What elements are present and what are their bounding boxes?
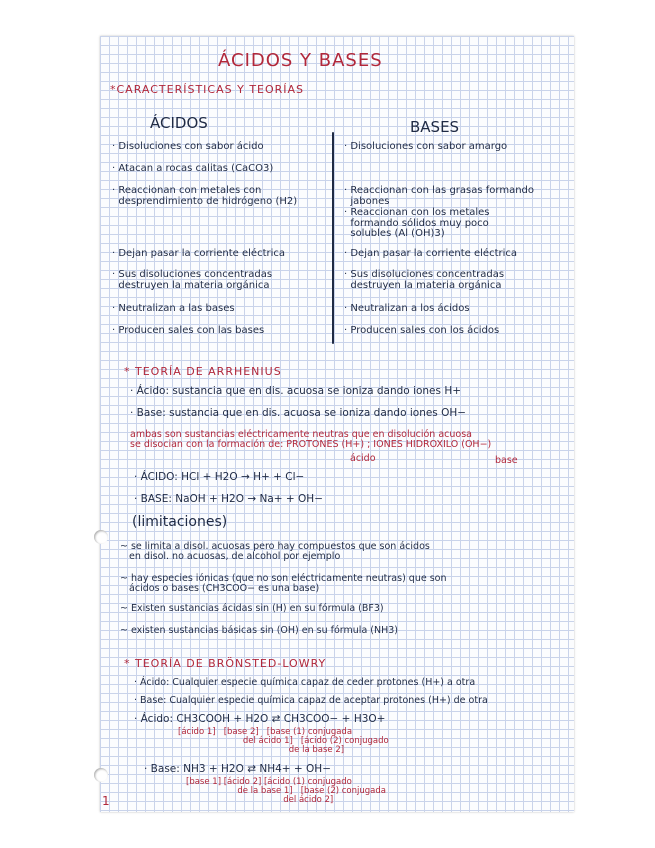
acid-property: · Atacan a rocas calitas (CaCO3) [112,163,274,174]
base-property: · Producen sales con los ácidos [344,325,500,336]
page-number: 1 [102,794,110,808]
bronsted-base-definition: · Base: Cualquier especie química capaz de aceptar protones (H+) de otra [134,695,488,706]
base-property: · Reaccionan con las grasas formando jabones [344,185,534,207]
acid-property: · Dejan pasar la corriente eléctrica [112,248,286,259]
arrhenius-note: ambas son sustancias eléctricamente neutras que en disolución acuosa se disocian con la formación de: PROTONES (H+) ; IONES HIDROXILO (OH−) [130,429,492,450]
arrhenius-base-definition: · Base: sustancia que en dis. acuosa se ioniza dando iones OH− [130,407,467,419]
bronsted-acid-labels: [ácido 1] [base 2] [base (1) conjugada del ácido 1] [ácido (2) conjugado de la base 2] [178,727,389,755]
arrhenius-acid-equation: · ÁCIDO: HCl + H2O → H+ + Cl− [134,471,305,483]
limitation-item: ~ se limita a disol. acuosas pero hay compuestos que son ácidos en disol. no acuosas, de alcohol por ejemplo [120,541,430,562]
binder-hole [94,530,108,544]
page-subtitle: *CARACTERÍSTICAS Y TEORÍAS [110,83,305,96]
base-property: · Disoluciones con sabor amargo [344,141,508,152]
page-title: ÁCIDOS Y BASES [218,50,383,71]
bronsted-acid-definition: · Ácido: Cualquier especie química capaz de ceder protones (H+) a otra [134,677,476,688]
limitation-item: ~ hay especies iónicas (que no son eléctricamente neutras) que son ácidos o bases (CH3COO− es una base) [120,573,447,594]
bronsted-acid-equation: · Ácido: CH3COOH + H2O ⇄ CH3COO− + H3O+ [134,713,386,725]
limitations-heading: (limitaciones) [132,514,228,530]
bronsted-base-labels: [base 1] [ácido 2] [ácido (1) conjugado de la base 1] [base (2) conjugada del ácido 2] [186,777,386,805]
base-property: · Neutralizan a los ácidos [344,303,470,314]
acids-header: ÁCIDOS [150,114,208,132]
limitation-item: ~ existen sustancias básicas sin (OH) en su fórmula (NH3) [120,625,398,636]
note-base-label: base [495,455,518,466]
acid-property: · Reaccionan con metales con desprendimiento de hidrógeno (H2) [112,185,298,207]
base-property: · Reaccionan con los metales formando sólidos muy poco solubles (Al (OH)3) [344,207,490,239]
note-acid-label: ácido [350,453,376,464]
acid-property: · Producen sales con las bases [112,325,265,336]
notebook-page [100,36,574,812]
bronsted-base-equation: · Base: NH3 + H2O ⇄ NH4+ + OH− [144,763,331,775]
arrhenius-heading: * TEORÍA DE ARRHENIUS [124,365,282,378]
bronsted-heading: * TEORÍA DE BRÖNSTED-LOWRY [124,657,327,670]
bases-header: BASES [410,118,460,136]
column-divider [332,132,334,344]
acid-property: · Disoluciones con sabor ácido [112,141,264,152]
limitation-item: ~ Existen sustancias ácidas sin (H) en su fórmula (BF3) [120,603,384,614]
binder-hole [94,768,108,782]
acid-property: · Sus disoluciones concentradas destruyen la materia orgánica [112,269,273,291]
arrhenius-acid-definition: · Ácido: sustancia que en dis. acuosa se ioniza dando iones H+ [130,385,462,397]
base-property: · Dejan pasar la corriente eléctrica [344,248,518,259]
arrhenius-base-equation: · BASE: NaOH + H2O → Na+ + OH− [134,493,323,505]
acid-property: · Neutralizan a las bases [112,303,235,314]
base-property: · Sus disoluciones concentradas destruyen la materia orgánica [344,269,505,291]
